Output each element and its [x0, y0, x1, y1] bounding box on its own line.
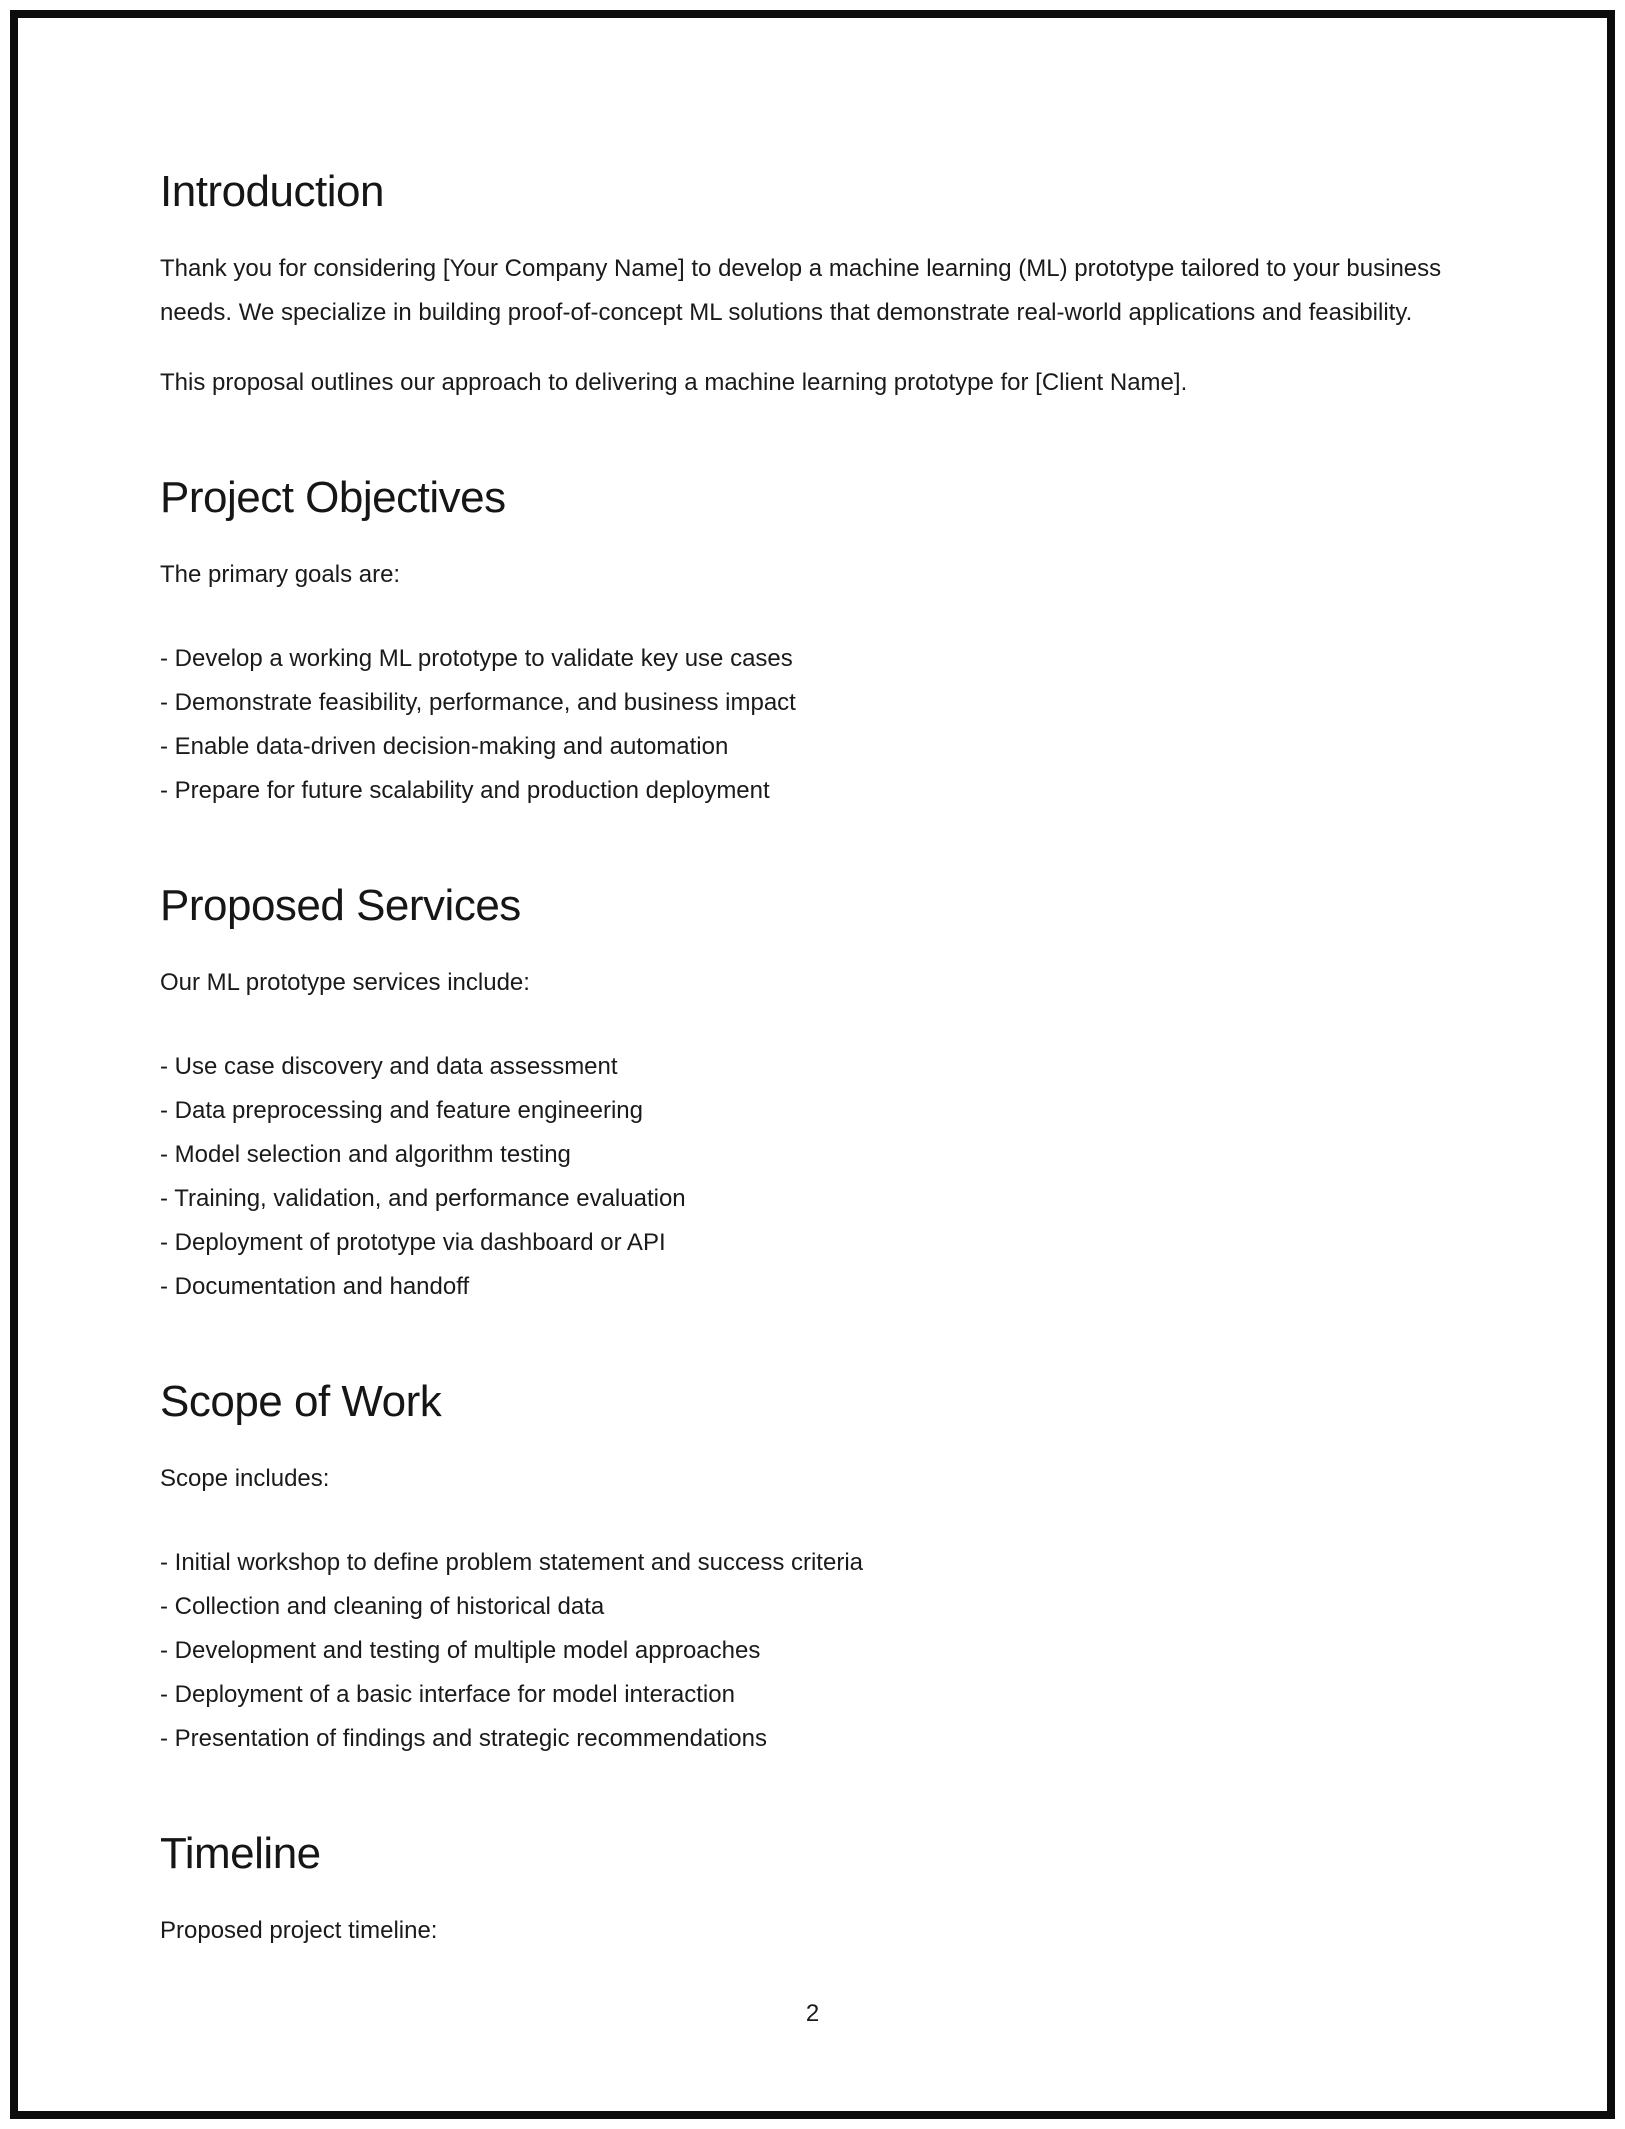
document-body	[160, 0, 1465, 1953]
paragraph: This proposal outlines our approach to delivering a machine learning prototype for [Client Name].	[160, 369, 1188, 396]
list-item: - Development and testing of multiple model approaches	[160, 1637, 761, 1664]
section-heading: Proposed Services	[160, 881, 521, 930]
list-item: - Collection and cleaning of historical data	[160, 1593, 605, 1620]
paragraph: The primary goals are:	[160, 561, 401, 588]
list-item: - Deployment of a basic interface for model interaction	[160, 1681, 735, 1708]
list-item: - Presentation of findings and strategic recommendations	[160, 1725, 767, 1752]
list-block	[160, 637, 1465, 813]
paragraph: Thank you for considering [Your Company Name] to develop a machine learning (ML) prototype tailored to your business needs. We specialize in building proof-of-concept ML solutions that demonstrate real-world applications and feasibility.	[160, 255, 1442, 326]
list-item: - Model selection and algorithm testing	[160, 1141, 571, 1168]
list-item: - Enable data-driven decision-making and automation	[160, 733, 729, 760]
section-heading: Scope of Work	[160, 1377, 442, 1426]
list-item: - Documentation and handoff	[160, 1273, 470, 1300]
list-item: - Deployment of prototype via dashboard or API	[160, 1229, 666, 1256]
section-heading: Introduction	[160, 167, 384, 216]
list-block	[160, 1045, 1465, 1309]
list-item: - Use case discovery and data assessment	[160, 1053, 618, 1080]
list-item: - Demonstrate feasibility, performance, and business impact	[160, 689, 796, 716]
section-heading: Timeline	[160, 1829, 321, 1878]
section-heading: Project Objectives	[160, 473, 506, 522]
list-block	[160, 1541, 1465, 1761]
list-item: - Develop a working ML prototype to validate key use cases	[160, 645, 793, 672]
list-item: - Data preprocessing and feature engineering	[160, 1097, 643, 1124]
list-item: - Prepare for future scalability and production deployment	[160, 777, 770, 804]
list-item: - Initial workshop to define problem statement and success criteria	[160, 1549, 863, 1576]
list-item: - Training, validation, and performance evaluation	[160, 1185, 686, 1212]
paragraph: Scope includes:	[160, 1465, 330, 1492]
paragraph: Proposed project timeline:	[160, 1917, 438, 1944]
paragraph: Our ML prototype services include:	[160, 969, 530, 996]
page-number: 2	[805, 2000, 820, 2027]
